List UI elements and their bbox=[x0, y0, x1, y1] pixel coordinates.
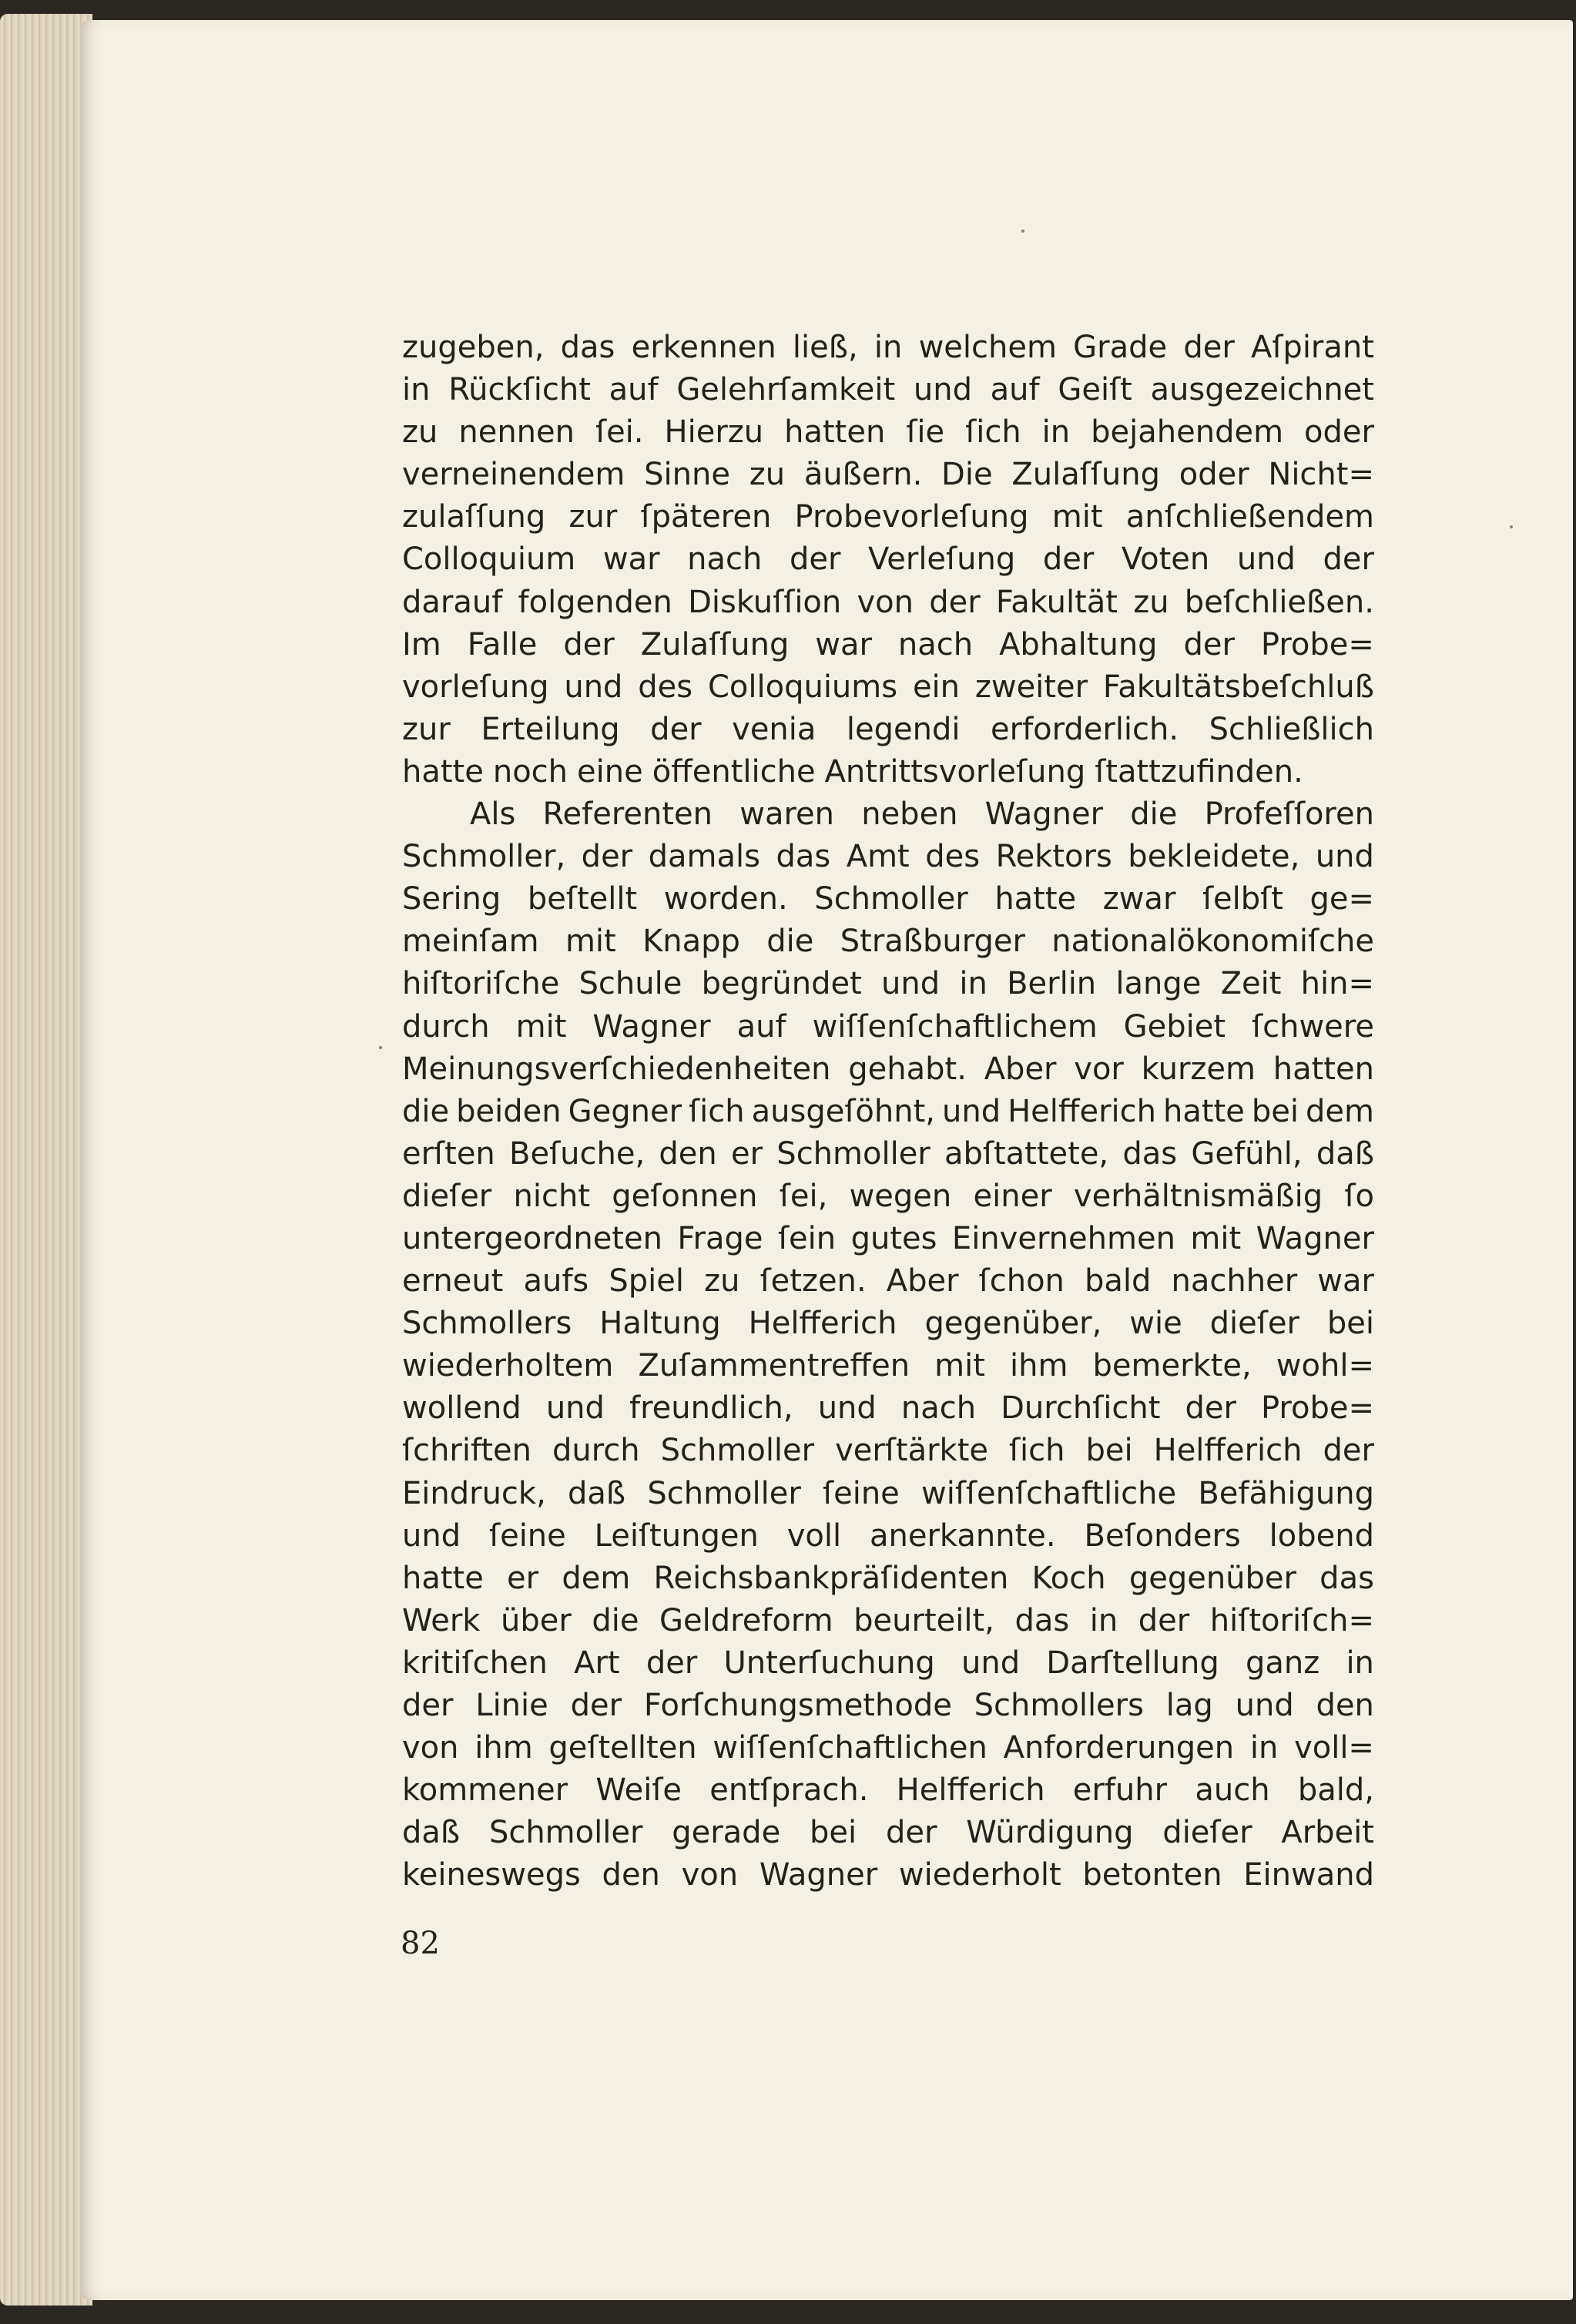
text-line: hatte noch eine öffentliche Antrittsvorleſung ſtattzufinden. bbox=[402, 753, 1303, 790]
text-line: zugeben, das erkennen ließ, in welchem Grade der Aſpirant bbox=[402, 330, 1374, 365]
text-line: untergeordneten Frage ſein gutes Einvernehmen mit Wagner bbox=[402, 1220, 1374, 1256]
text-line: keineswegs den von Wagner wiederholt betonten Einwand bbox=[402, 1857, 1374, 1893]
text-line: verneinendem Sinne zu äußern. Die Zulaſſung oder Nicht= bbox=[402, 457, 1374, 493]
text-line: vorleſung und des Colloquiums ein zweiter Fakultätsbeſchluß bbox=[402, 669, 1374, 705]
margin-speck bbox=[1510, 525, 1513, 528]
text-line: erſten Beſuche, den er Schmoller abſtattete, das Gefühl, daß bbox=[402, 1135, 1374, 1172]
text-line: dieſer nicht geſonnen ſei, wegen einer verhältnismäßig ſo bbox=[402, 1178, 1374, 1214]
text-line: Schmollers Haltung Helfferich gegenüber, wie dieſer bei bbox=[402, 1306, 1374, 1342]
text-line: durch mit Wagner auf wiſſenſchaftlichem Gebiet ſchwere bbox=[402, 1008, 1374, 1045]
text-line: und ſeine Leiſtungen voll anerkannte. Beſonders lobend bbox=[402, 1517, 1374, 1554]
text-line: Werk über die Geldreform beurteilt, das in der hiſtoriſch= bbox=[402, 1602, 1374, 1638]
text-line: zur Erteilung der venia legendi erforderlich. Schließlich bbox=[402, 711, 1374, 747]
text-line: hiſtoriſche Schule begründet und in Berlin lange Zeit hin= bbox=[402, 966, 1374, 1002]
text-line: Im Falle der Zulaſſung war nach Abhaltung der Probe= bbox=[402, 626, 1374, 662]
text-line: daß Schmoller gerade bei der Würdigung dieſer Arbeit bbox=[402, 1815, 1374, 1851]
text-line: hatte er dem Reichsbankpräſidenten Koch gegenüber das bbox=[402, 1560, 1374, 1596]
text-line: zu nennen ſei. Hierzu hatten ſie ſich in bejahendem oder bbox=[402, 414, 1374, 451]
text-line: erneut aufs Spiel zu ſetzen. Aber ſchon bald nachher war bbox=[402, 1263, 1374, 1299]
text-line: Eindruck, daß Schmoller ſeine wiſſenſchaftliche Befähigung bbox=[402, 1475, 1374, 1511]
body-text bbox=[402, 327, 1374, 1896]
text-line: wollend und freundlich, und nach Durchſicht der Probe= bbox=[402, 1390, 1374, 1427]
text-line: der Linie der Forſchungsmethode Schmollers lag und den bbox=[402, 1688, 1374, 1723]
text-line: meinſam mit Knapp die Straßburger nationalökonomiſche bbox=[402, 924, 1374, 960]
text-line: darauf folgenden Diskuſſion von der Fakultät zu beſchließen. bbox=[402, 584, 1374, 620]
text-line: zulaſſung zur ſpäteren Probevorleſung mit anſchließendem bbox=[402, 499, 1374, 535]
text-line: Meinungsverſchiedenheiten gehabt. Aber vor kurzem hatten bbox=[402, 1051, 1374, 1087]
page-number: 82 bbox=[401, 1926, 440, 1961]
text-line: die beiden Gegner ſich ausgeſöhnt, und Helfferich hatte bei dem bbox=[402, 1093, 1374, 1129]
text-line: Als Referenten waren neben Wagner die Profeſſoren bbox=[470, 796, 1374, 833]
text-line: Schmoller, der damals das Amt des Rektors bekleidete, und bbox=[402, 839, 1374, 875]
text-line: in Rückſicht auf Gelehrſamkeit und auf Geiſt ausgezeichnet bbox=[402, 372, 1374, 408]
text-line: Colloquium war nach der Verleſung der Voten und der bbox=[402, 542, 1374, 578]
page-edges bbox=[0, 14, 92, 2306]
text-line: kommener Weiſe entſprach. Helfferich erfuhr auch bald, bbox=[402, 1772, 1374, 1809]
margin-speck bbox=[1021, 230, 1024, 233]
text-line: kritiſchen Art der Unterſuchung und Darſtellung ganz in bbox=[402, 1645, 1374, 1681]
text-line: Sering beſtellt worden. Schmoller hatte zwar ſelbſt ge= bbox=[402, 881, 1374, 917]
text-line: von ihm geſtellten wiſſenſchaftlichen Anforderungen in voll= bbox=[402, 1730, 1374, 1766]
margin-speck bbox=[379, 1046, 382, 1049]
text-line: wiederholtem Zuſammentreffen mit ihm bemerkte, wohl= bbox=[402, 1348, 1374, 1384]
text-line: ſchriften durch Schmoller verſtärkte ſich bei Helfferich der bbox=[402, 1433, 1374, 1469]
